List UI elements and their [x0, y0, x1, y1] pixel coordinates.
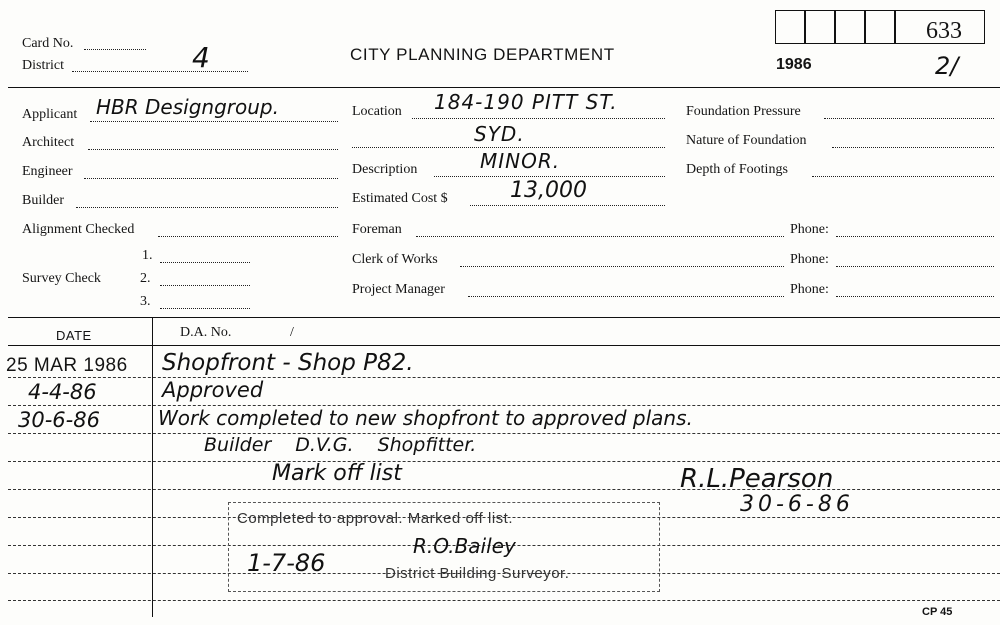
stamp-signature: R.O.Bailey — [413, 534, 516, 558]
date-column-divider — [152, 317, 153, 617]
card-number: 633 — [926, 18, 962, 44]
survey-line-3 — [160, 308, 250, 309]
district-value: 4 — [192, 41, 210, 74]
clerk-label: Clerk of Works — [352, 252, 438, 267]
markoff-note: Mark off list — [272, 461, 402, 486]
foreman-line — [416, 236, 784, 237]
log-header-rule — [8, 345, 1000, 346]
number-box-2 — [805, 10, 835, 44]
location-value-2: SYD. — [474, 122, 525, 146]
survey-line-1 — [160, 262, 250, 263]
engineer-label: Engineer — [22, 164, 73, 179]
foundation-pressure-label: Foundation Pressure — [686, 104, 801, 119]
ruled-line-5 — [8, 489, 1000, 490]
phone-line-3 — [836, 296, 994, 297]
entry-date-1: 25 MAR 1986 — [6, 355, 128, 376]
location-line-2 — [352, 147, 665, 148]
phone-label-1: Phone: — [790, 222, 829, 237]
depth-footings-label: Depth of Footings — [686, 162, 788, 177]
survey-item-1: 1. — [142, 248, 153, 263]
number-box-4 — [865, 10, 895, 44]
page-title: CITY PLANNING DEPARTMENT — [350, 45, 615, 64]
foundation-pressure-line — [824, 118, 994, 119]
project-manager-label: Project Manager — [352, 282, 445, 297]
year-label: 1986 — [776, 56, 812, 73]
nature-foundation-line — [832, 147, 994, 148]
card-no-line — [84, 49, 146, 50]
ruled-line-4 — [8, 461, 1000, 462]
phone-label-2: Phone: — [790, 252, 829, 267]
location-label: Location — [352, 104, 402, 119]
number-box-3 — [835, 10, 865, 44]
alignment-label: Alignment Checked — [22, 222, 135, 237]
entry-text-2: Approved — [162, 378, 264, 402]
architect-label: Architect — [22, 135, 75, 150]
entry-text-1: Shopfront - Shop P82. — [162, 350, 414, 376]
nature-foundation-label: Nature of Foundation — [686, 133, 807, 148]
da-header: D.A. No. — [180, 325, 232, 340]
survey-item-3: 3. — [140, 294, 151, 309]
number-box-1 — [775, 10, 805, 44]
builder-line — [76, 207, 338, 208]
entry-date-3: 30-6-86 — [18, 408, 100, 432]
estimated-cost-line — [470, 205, 665, 206]
entry-text-4: Builder D.V.G. Shopfitter. — [204, 434, 477, 456]
location-value-1: 184-190 PITT ST. — [434, 90, 618, 114]
section-rule — [8, 317, 1000, 318]
phone-label-3: Phone: — [790, 282, 829, 297]
description-value: MINOR. — [480, 149, 561, 173]
estimated-cost-value: 13,000 — [510, 178, 587, 203]
foreman-label: Foreman — [352, 222, 402, 237]
form-code: CP 45 — [922, 606, 953, 618]
survey-label: Survey Check — [22, 271, 101, 286]
engineer-line — [84, 178, 338, 179]
district-line — [72, 71, 248, 72]
handwritten-mark: 2/ — [935, 52, 959, 80]
stamp-title: District Building Surveyor. — [385, 565, 570, 582]
ruled-line-3 — [8, 433, 1000, 434]
ruled-line-9 — [8, 600, 1000, 601]
architect-line — [88, 149, 338, 150]
da-value: / — [290, 325, 294, 340]
applicant-value: HBR Designgroup. — [96, 95, 279, 119]
signature-pearson: R.L.Pearson — [680, 464, 834, 494]
clerk-line — [460, 266, 784, 267]
phone-line-2 — [836, 266, 994, 267]
description-line — [434, 176, 665, 177]
signature-date: 30-6-86 — [740, 492, 854, 517]
project-manager-line — [468, 296, 784, 297]
depth-footings-line — [812, 176, 994, 177]
survey-item-2: 2. — [140, 271, 151, 286]
survey-line-2 — [160, 285, 250, 286]
entry-text-3: Work completed to new shopfront to approved plans. — [158, 406, 693, 430]
phone-line-1 — [836, 236, 994, 237]
ruled-line-1 — [8, 377, 1000, 378]
description-label: Description — [352, 162, 418, 177]
header-rule — [8, 87, 1000, 88]
stamp-date: 1-7-86 — [247, 549, 326, 577]
builder-label: Builder — [22, 193, 64, 208]
location-line-1 — [412, 118, 665, 119]
stamp-completed-text: Completed to approval. Marked off list. — [237, 510, 514, 527]
date-header: DATE — [56, 328, 92, 343]
approval-stamp — [228, 502, 660, 592]
district-label: District — [22, 58, 64, 73]
alignment-line — [158, 236, 338, 237]
card-no-label: Card No. — [22, 36, 74, 51]
applicant-line — [90, 121, 338, 122]
applicant-label: Applicant — [22, 107, 78, 122]
entry-date-2: 4-4-86 — [28, 380, 97, 404]
estimated-cost-label: Estimated Cost $ — [352, 191, 448, 206]
